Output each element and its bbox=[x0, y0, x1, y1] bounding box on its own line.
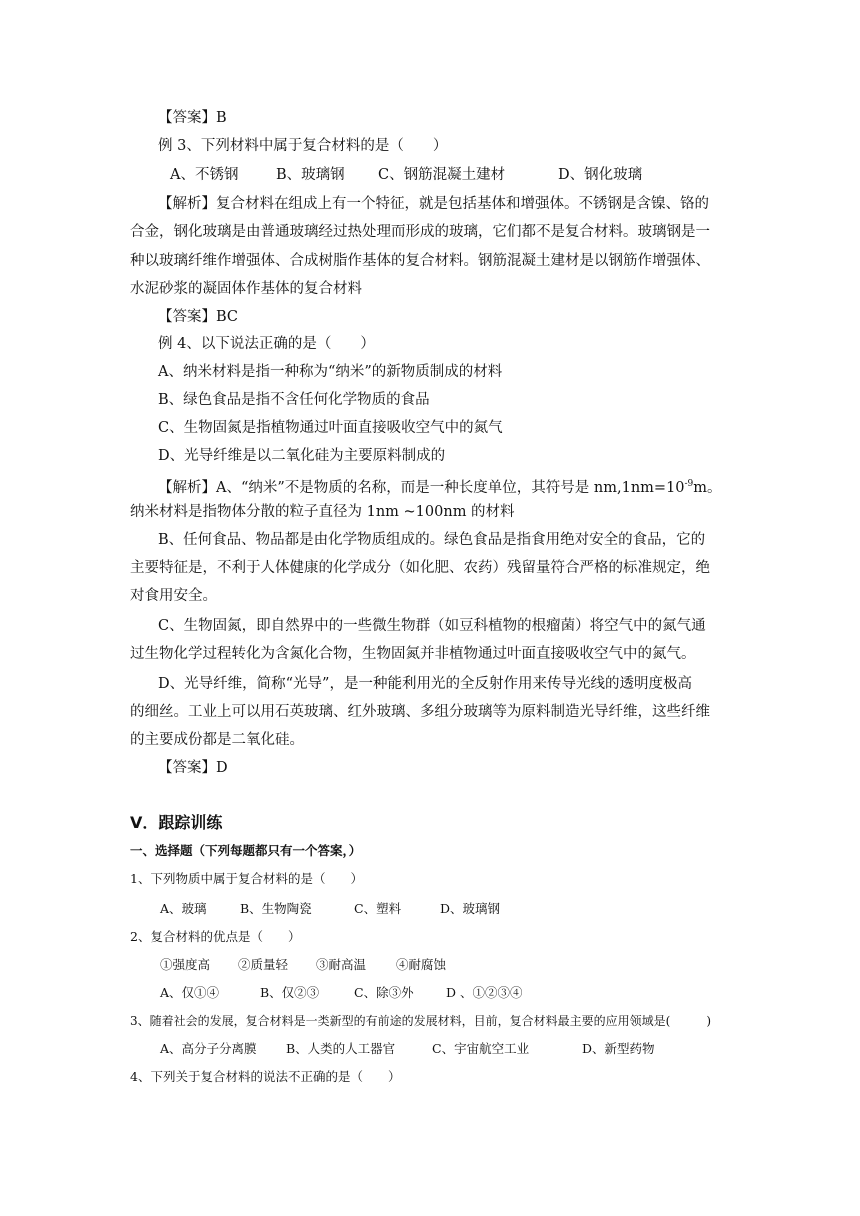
question-2-stem: 2、复合材料的优点是（ ） bbox=[130, 929, 301, 944]
answer-ex3: 【答案】BC bbox=[158, 309, 239, 325]
question-2-options bbox=[160, 984, 523, 1002]
option-d: D、新型药物 bbox=[582, 1041, 655, 1056]
example-4-explanation-d3: 的主要成份都是二氧化硅。 bbox=[130, 732, 304, 748]
option-d: D、玻璃钢 bbox=[440, 901, 501, 916]
example-3-explanation-2: 合金，钢化玻璃是由普通玻璃经过热处理而形成的玻璃，它们都不是复合材料。玻璃钢是一 bbox=[130, 224, 710, 240]
example-3-options bbox=[170, 165, 642, 185]
option-c: C、除③外 bbox=[354, 985, 414, 1000]
example-4-explanation-b3: 对食用安全。 bbox=[130, 588, 217, 604]
example-4-explanation-c1: C、生物固氮，即自然界中的一些微生物群（如豆科植物的根瘤菌）将空气中的氮气通 bbox=[158, 618, 706, 634]
example-4-explanation-a1: 【解析】A、“纳米”不是物质的名称，而是一种长度单位，其符号是 $nm,1nm=10^{-9}m$。 bbox=[158, 479, 722, 496]
option-b: B、仅②③ bbox=[260, 985, 320, 1000]
example-4-explanation-c2: 过生物化学过程转化为含氮化合物，生物固氮并非植物通过叶面直接吸收空气中的氮气。 bbox=[130, 646, 696, 662]
option-c: C、钢筋混凝土建材 bbox=[378, 167, 506, 183]
example-4-option-d: D、光导纤维是以二氧化硅为主要原料制成的 bbox=[158, 448, 446, 464]
section-heading: V．跟踪训练 bbox=[130, 813, 223, 832]
option-d: D、钢化玻璃 bbox=[558, 167, 643, 183]
question-3-stem: 3、随着社会的发展，复合材料是一类新型的有前途的发展材料，目前，复合材料最主要的应用领域是( ) bbox=[130, 1014, 712, 1028]
question-4-stem: 4、下列关于复合材料的说法不正确的是（ ） bbox=[130, 1069, 401, 1084]
example-3-explanation-4: 水泥砂浆的凝固体作基体的复合材料 bbox=[130, 281, 362, 297]
example-3-explanation-3: 种以玻璃纤维作增强体、合成树脂作基体的复合材料。钢筋混凝土建材是以钢筋作增强体、 bbox=[130, 253, 710, 269]
item-4: ④耐腐蚀 bbox=[396, 957, 447, 972]
example-4-explanation-b1: B、任何食品、物品都是由化学物质组成的。绿色食品是指食用绝对安全的食品，它的 bbox=[158, 532, 706, 548]
example-4-stem: 例 4、以下说法正确的是（ ） bbox=[158, 336, 375, 352]
example-4-explanation-d1: D、光导纤维，简称“光导”，是一种能利用光的全反射作用来传导光线的透明度极高 bbox=[158, 676, 692, 692]
example-4-explanation-a2: 纳米材料是指物体分散的粒子直径为 1nm ~100nm 的材料 bbox=[130, 504, 515, 520]
option-b: B、玻璃钢 bbox=[276, 167, 345, 183]
option-b: B、人类的人工器官 bbox=[286, 1041, 396, 1056]
option-a: A、不锈钢 bbox=[170, 167, 239, 183]
option-b: B、生物陶瓷 bbox=[240, 901, 312, 916]
answer-ex2: 【答案】B bbox=[158, 110, 227, 126]
example-3-explanation-1: 【解析】复合材料在组成上有一个特征，就是包括基体和增强体。不锈钢是含镍、铬的 bbox=[158, 196, 709, 212]
option-a: A、高分子分离膜 bbox=[160, 1041, 257, 1056]
example-4-explanation-d2: 的细丝。工业上可以用石英玻璃、红外玻璃、多组分玻璃等为原料制造光导纤维，这些纤维 bbox=[130, 704, 710, 720]
item-3: ③耐高温 bbox=[316, 957, 367, 972]
example-4-option-c: C、生物固氮是指植物通过叶面直接吸收空气中的氮气 bbox=[158, 420, 503, 436]
option-c: C、塑料 bbox=[354, 901, 402, 916]
question-3-options bbox=[160, 1040, 655, 1058]
question-2-items bbox=[160, 956, 446, 974]
item-1: ①强度高 bbox=[160, 957, 211, 972]
option-a: A、玻璃 bbox=[160, 901, 207, 916]
section-subheading: 一、选择题（下列每题都只有一个答案，） bbox=[130, 843, 362, 858]
example-4-option-b: B、绿色食品是指不含任何化学物质的食品 bbox=[158, 392, 430, 408]
option-a: A、仅①④ bbox=[160, 985, 220, 1000]
example-4-explanation-b2: 主要特征是，不利于人体健康的化学成分（如化肥、农药）残留量符合严格的标准规定，绝 bbox=[130, 560, 710, 576]
example-3-stem: 例 3、下列材料中属于复合材料的是（ ） bbox=[158, 138, 448, 154]
option-d: D 、①②③④ bbox=[446, 985, 523, 1000]
answer-ex4: 【答案】D bbox=[158, 760, 228, 776]
option-c: C、宇宙航空工业 bbox=[432, 1041, 530, 1056]
example-4-option-a: A、纳米材料是指一种称为“纳米”的新物质制成的材料 bbox=[158, 364, 503, 380]
question-1-options bbox=[160, 900, 500, 918]
question-1-stem: 1、下列物质中属于复合材料的是（ ） bbox=[130, 871, 363, 886]
item-2: ②质量轻 bbox=[238, 957, 289, 972]
